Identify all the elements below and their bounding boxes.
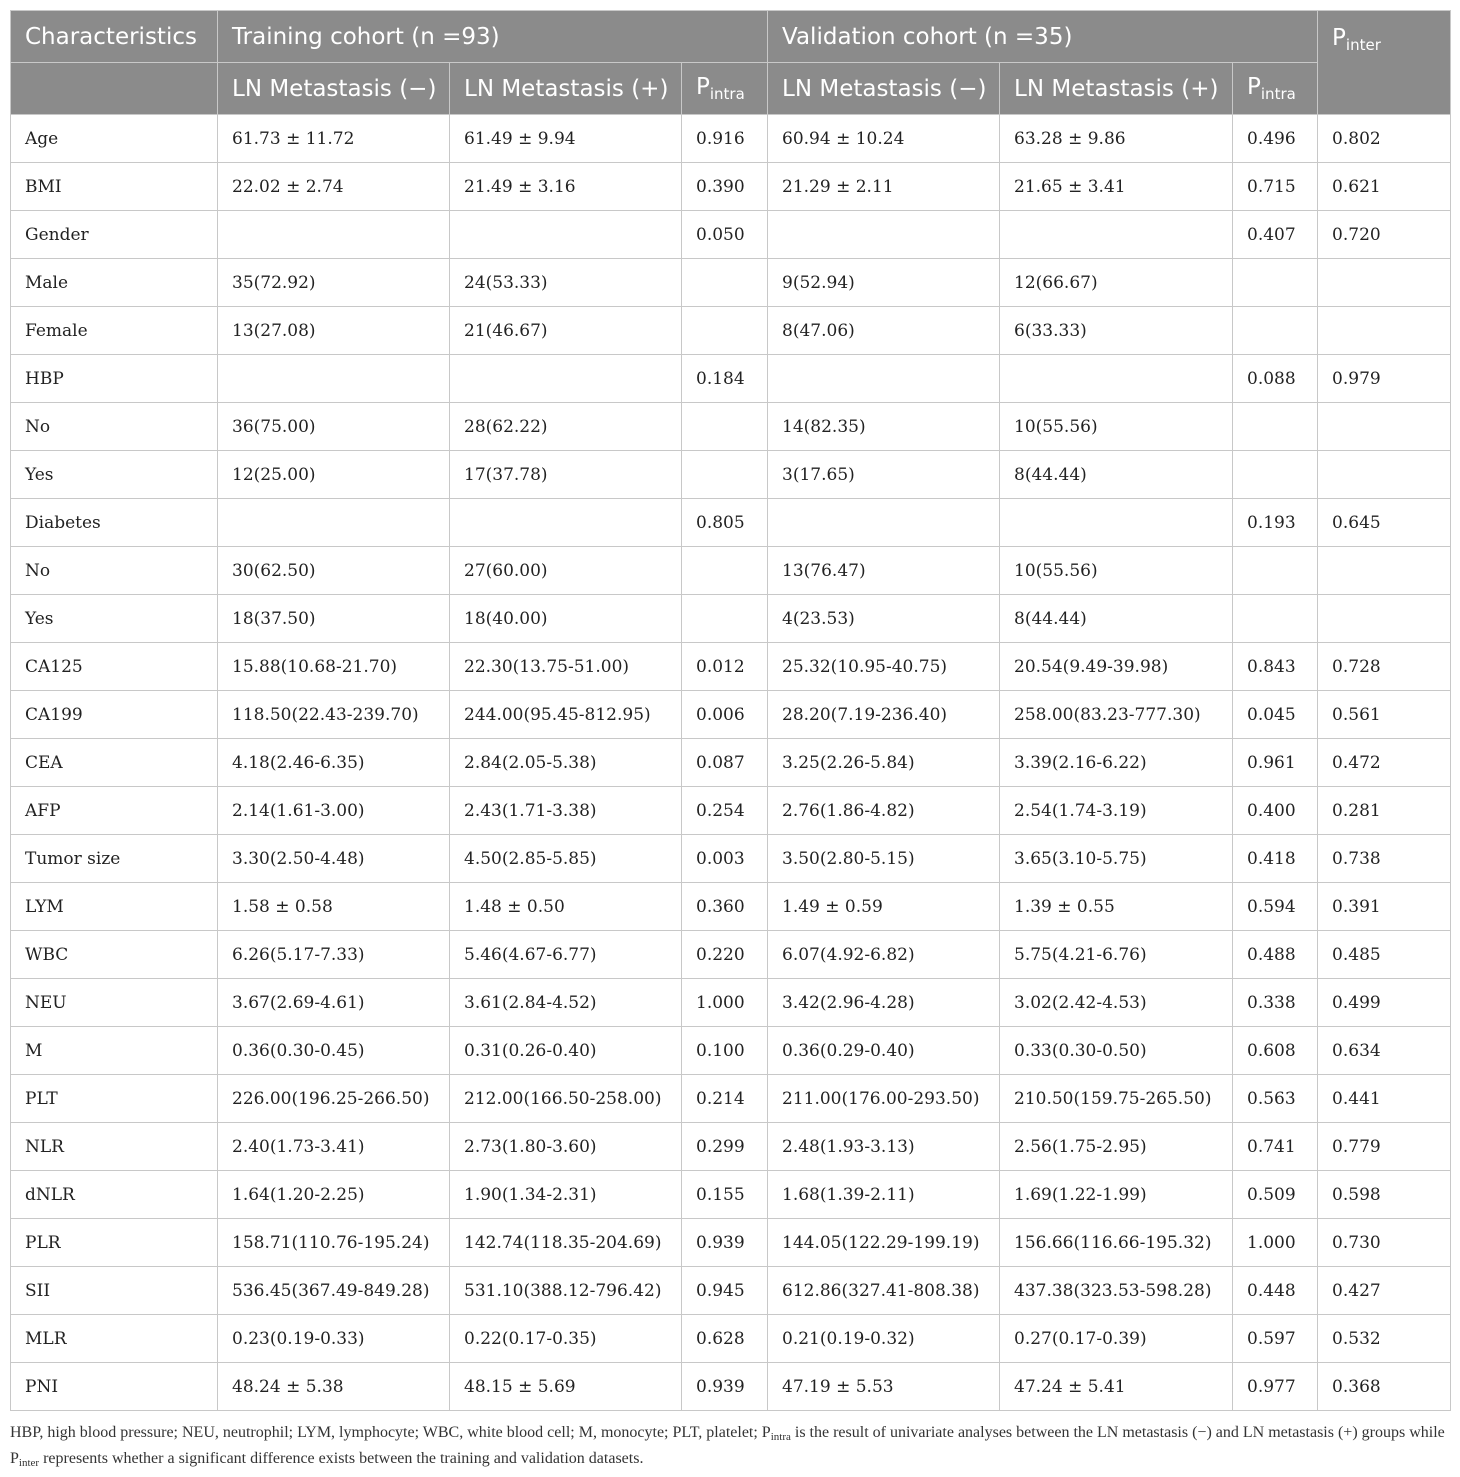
cell-val-p-intra: 0.193	[1233, 499, 1318, 547]
cell-val-p-intra: 0.045	[1233, 691, 1318, 739]
cell-train-ln-positive: 2.43(1.71-3.38)	[450, 787, 682, 835]
table-footnote	[10, 1422, 1450, 1474]
cell-val-ln-negative: 21.29 ± 2.11	[768, 163, 1000, 211]
cell-characteristic: Female	[11, 307, 218, 355]
cell-p-inter: 0.532	[1318, 1315, 1451, 1363]
cell-train-ln-positive: 5.46(4.67-6.77)	[450, 931, 682, 979]
cell-val-ln-positive: 8(44.44)	[1000, 451, 1233, 499]
cell-val-p-intra: 0.496	[1233, 115, 1318, 163]
cell-train-ln-positive: 18(40.00)	[450, 595, 682, 643]
cell-train-ln-positive: 1.48 ± 0.50	[450, 883, 682, 931]
cell-val-p-intra: 0.563	[1233, 1075, 1318, 1123]
footnote-text-1: HBP, high blood pressure; NEU, neutrophil; LYM, lymphocyte; WBC, white blood cell; M, monocyte; PLT, platelet; P	[10, 1424, 771, 1441]
cell-train-ln-negative: 1.64(1.20-2.25)	[218, 1171, 450, 1219]
cell-val-ln-positive: 0.33(0.30-0.50)	[1000, 1027, 1233, 1075]
cell-train-p-intra	[682, 403, 768, 451]
table-row	[11, 499, 1451, 547]
cell-p-inter: 0.472	[1318, 739, 1451, 787]
cell-val-ln-positive: 21.65 ± 3.41	[1000, 163, 1233, 211]
table-row	[11, 211, 1451, 259]
cell-characteristic: Yes	[11, 595, 218, 643]
table-row	[11, 979, 1451, 1027]
cell-p-inter: 0.598	[1318, 1171, 1451, 1219]
table-row	[11, 835, 1451, 883]
cell-characteristic: Male	[11, 259, 218, 307]
cell-val-p-intra: 0.843	[1233, 643, 1318, 691]
footnote-sub-intra: intra	[770, 1431, 791, 1443]
cell-p-inter: 0.645	[1318, 499, 1451, 547]
cell-val-p-intra: 0.418	[1233, 835, 1318, 883]
table-row	[11, 739, 1451, 787]
cell-val-p-intra: 0.488	[1233, 931, 1318, 979]
cell-val-ln-negative: 14(82.35)	[768, 403, 1000, 451]
cell-p-inter: 0.441	[1318, 1075, 1451, 1123]
cell-train-ln-positive: 61.49 ± 9.94	[450, 115, 682, 163]
cell-val-ln-positive: 47.24 ± 5.41	[1000, 1363, 1233, 1411]
cell-characteristic: Gender	[11, 211, 218, 259]
cell-train-p-intra: 0.628	[682, 1315, 768, 1363]
cell-train-ln-negative: 61.73 ± 11.72	[218, 115, 450, 163]
cell-val-ln-positive: 6(33.33)	[1000, 307, 1233, 355]
cell-train-ln-positive	[450, 499, 682, 547]
cell-p-inter: 0.738	[1318, 835, 1451, 883]
cell-characteristic: No	[11, 403, 218, 451]
cell-train-ln-negative: 0.23(0.19-0.33)	[218, 1315, 450, 1363]
cell-val-p-intra	[1233, 259, 1318, 307]
cell-train-ln-positive: 4.50(2.85-5.85)	[450, 835, 682, 883]
cell-val-p-intra: 0.608	[1233, 1027, 1318, 1075]
cell-train-ln-negative: 22.02 ± 2.74	[218, 163, 450, 211]
characteristics-table	[10, 10, 1451, 1411]
cell-val-ln-negative: 211.00(176.00-293.50)	[768, 1075, 1000, 1123]
cell-val-ln-negative: 4(23.53)	[768, 595, 1000, 643]
cell-val-ln-positive: 258.00(83.23-777.30)	[1000, 691, 1233, 739]
cell-train-p-intra: 0.184	[682, 355, 768, 403]
header-empty-cell	[11, 63, 218, 115]
cell-train-ln-positive: 21(46.67)	[450, 307, 682, 355]
cell-characteristic: M	[11, 1027, 218, 1075]
cell-train-ln-negative: 2.40(1.73-3.41)	[218, 1123, 450, 1171]
cell-val-ln-positive: 12(66.67)	[1000, 259, 1233, 307]
table-row	[11, 1315, 1451, 1363]
cell-train-p-intra: 0.220	[682, 931, 768, 979]
cell-train-ln-negative	[218, 211, 450, 259]
cell-train-ln-positive: 22.30(13.75-51.00)	[450, 643, 682, 691]
cell-p-inter	[1318, 307, 1451, 355]
cell-val-p-intra: 0.961	[1233, 739, 1318, 787]
cell-val-ln-negative: 3.42(2.96-4.28)	[768, 979, 1000, 1027]
table-row	[11, 307, 1451, 355]
cell-train-ln-negative: 0.36(0.30-0.45)	[218, 1027, 450, 1075]
cell-characteristic: PNI	[11, 1363, 218, 1411]
cell-train-ln-negative: 18(37.50)	[218, 595, 450, 643]
cell-val-p-intra	[1233, 403, 1318, 451]
cell-characteristic: PLT	[11, 1075, 218, 1123]
header-train-ln-positive: LN Metastasis (+)	[450, 63, 682, 115]
cell-characteristic: CA199	[11, 691, 218, 739]
cell-train-ln-positive	[450, 355, 682, 403]
cell-val-p-intra: 0.400	[1233, 787, 1318, 835]
header-p-inter: $P_{inter}$	[1318, 11, 1451, 115]
table-row	[11, 883, 1451, 931]
cell-val-ln-positive: 63.28 ± 9.86	[1000, 115, 1233, 163]
cell-train-ln-negative: 6.26(5.17-7.33)	[218, 931, 450, 979]
cell-p-inter: 0.391	[1318, 883, 1451, 931]
cell-val-ln-negative: 47.19 ± 5.53	[768, 1363, 1000, 1411]
cell-train-ln-negative: 158.71(110.76-195.24)	[218, 1219, 450, 1267]
cell-val-ln-negative: 0.21(0.19-0.32)	[768, 1315, 1000, 1363]
cell-val-ln-negative: 144.05(122.29-199.19)	[768, 1219, 1000, 1267]
cell-characteristic: No	[11, 547, 218, 595]
cell-train-ln-positive: 3.61(2.84-4.52)	[450, 979, 682, 1027]
footnote-sub-inter: inter	[18, 1457, 40, 1469]
table-row	[11, 1219, 1451, 1267]
cell-val-ln-negative: 9(52.94)	[768, 259, 1000, 307]
cell-p-inter: 0.427	[1318, 1267, 1451, 1315]
cell-train-ln-negative: 35(72.92)	[218, 259, 450, 307]
cell-val-ln-negative: 2.48(1.93-3.13)	[768, 1123, 1000, 1171]
cell-characteristic: WBC	[11, 931, 218, 979]
table-row	[11, 1075, 1451, 1123]
cell-characteristic: Yes	[11, 451, 218, 499]
cell-train-ln-negative: 48.24 ± 5.38	[218, 1363, 450, 1411]
cell-p-inter: 0.802	[1318, 115, 1451, 163]
cell-val-p-intra: 0.509	[1233, 1171, 1318, 1219]
cell-val-ln-negative	[768, 499, 1000, 547]
cell-train-ln-negative: 2.14(1.61-3.00)	[218, 787, 450, 835]
header-validation-cohort: Validation cohort (n =35)	[768, 11, 1318, 63]
cell-train-p-intra	[682, 547, 768, 595]
cell-val-ln-negative: 3.50(2.80-5.15)	[768, 835, 1000, 883]
cell-val-ln-negative: 8(47.06)	[768, 307, 1000, 355]
cell-train-p-intra: 0.214	[682, 1075, 768, 1123]
cell-train-ln-positive: 0.31(0.26-0.40)	[450, 1027, 682, 1075]
cell-p-inter: 0.561	[1318, 691, 1451, 739]
cell-val-p-intra: 0.597	[1233, 1315, 1318, 1363]
header-training-cohort: Training cohort (n =93)	[218, 11, 768, 63]
cell-train-p-intra: 0.945	[682, 1267, 768, 1315]
cell-characteristic: SII	[11, 1267, 218, 1315]
cell-train-ln-negative: 536.45(367.49-849.28)	[218, 1267, 450, 1315]
cell-p-inter: 0.499	[1318, 979, 1451, 1027]
header-val-p-intra: $P_{intra}$	[1233, 63, 1318, 115]
cell-p-inter: 0.779	[1318, 1123, 1451, 1171]
table-row	[11, 1171, 1451, 1219]
cell-val-ln-negative: 3(17.65)	[768, 451, 1000, 499]
cell-train-p-intra: 0.155	[682, 1171, 768, 1219]
table-row	[11, 355, 1451, 403]
cell-val-ln-negative: 2.76(1.86-4.82)	[768, 787, 1000, 835]
cell-train-p-intra: 0.100	[682, 1027, 768, 1075]
header-val-ln-negative: LN Metastasis (−)	[768, 63, 1000, 115]
cell-train-p-intra: 0.390	[682, 163, 768, 211]
cell-train-ln-positive: 0.22(0.17-0.35)	[450, 1315, 682, 1363]
cell-train-p-intra	[682, 259, 768, 307]
cell-val-p-intra: 0.448	[1233, 1267, 1318, 1315]
cell-train-ln-positive: 1.90(1.34-2.31)	[450, 1171, 682, 1219]
table-row	[11, 1267, 1451, 1315]
cell-p-inter: 0.485	[1318, 931, 1451, 979]
cell-train-p-intra: 0.916	[682, 115, 768, 163]
cell-train-ln-positive: 17(37.78)	[450, 451, 682, 499]
cell-train-ln-positive: 21.49 ± 3.16	[450, 163, 682, 211]
cell-characteristic: BMI	[11, 163, 218, 211]
cell-train-ln-negative: 36(75.00)	[218, 403, 450, 451]
cell-p-inter: 0.634	[1318, 1027, 1451, 1075]
table-body	[11, 115, 1451, 1411]
cell-train-p-intra: 0.003	[682, 835, 768, 883]
cell-val-p-intra	[1233, 547, 1318, 595]
header-row-1	[11, 11, 1451, 63]
cell-p-inter: 0.281	[1318, 787, 1451, 835]
cell-train-ln-positive	[450, 211, 682, 259]
cell-train-ln-negative: 118.50(22.43-239.70)	[218, 691, 450, 739]
cell-val-ln-negative: 0.36(0.29-0.40)	[768, 1027, 1000, 1075]
cell-val-ln-positive: 10(55.56)	[1000, 547, 1233, 595]
cell-train-ln-positive: 531.10(388.12-796.42)	[450, 1267, 682, 1315]
table-row	[11, 163, 1451, 211]
cell-p-inter: 0.728	[1318, 643, 1451, 691]
cell-train-p-intra: 0.360	[682, 883, 768, 931]
cell-val-ln-negative: 25.32(10.95-40.75)	[768, 643, 1000, 691]
cell-characteristic: PLR	[11, 1219, 218, 1267]
cell-characteristic: Tumor size	[11, 835, 218, 883]
cell-val-ln-positive: 2.56(1.75-2.95)	[1000, 1123, 1233, 1171]
header-train-ln-negative: LN Metastasis (−)	[218, 63, 450, 115]
table-row	[11, 451, 1451, 499]
footnote-text-3: represents whether a significant difference exists between the training and validation datasets.	[39, 1450, 644, 1467]
cell-train-ln-positive: 142.74(118.35-204.69)	[450, 1219, 682, 1267]
cell-train-p-intra	[682, 451, 768, 499]
cell-val-p-intra: 0.088	[1233, 355, 1318, 403]
cell-train-p-intra: 0.805	[682, 499, 768, 547]
cell-train-ln-positive: 24(53.33)	[450, 259, 682, 307]
cell-characteristic: CEA	[11, 739, 218, 787]
cell-val-p-intra: 0.594	[1233, 883, 1318, 931]
cell-val-ln-negative: 612.86(327.41-808.38)	[768, 1267, 1000, 1315]
cell-characteristic: Age	[11, 115, 218, 163]
cell-val-p-intra: 1.000	[1233, 1219, 1318, 1267]
cell-val-ln-positive: 2.54(1.74-3.19)	[1000, 787, 1233, 835]
cell-train-ln-positive: 2.84(2.05-5.38)	[450, 739, 682, 787]
cell-train-ln-positive: 244.00(95.45-812.95)	[450, 691, 682, 739]
cell-train-p-intra	[682, 307, 768, 355]
cell-train-p-intra: 0.050	[682, 211, 768, 259]
cell-characteristic: NLR	[11, 1123, 218, 1171]
table-row	[11, 931, 1451, 979]
cell-val-ln-negative	[768, 211, 1000, 259]
cell-val-ln-positive: 10(55.56)	[1000, 403, 1233, 451]
cell-train-ln-negative: 30(62.50)	[218, 547, 450, 595]
table-row	[11, 259, 1451, 307]
cell-val-ln-positive	[1000, 499, 1233, 547]
cell-val-p-intra	[1233, 307, 1318, 355]
cell-characteristic: CA125	[11, 643, 218, 691]
cell-val-ln-positive: 3.02(2.42-4.53)	[1000, 979, 1233, 1027]
cell-p-inter	[1318, 595, 1451, 643]
cell-train-p-intra	[682, 595, 768, 643]
cell-train-ln-negative: 1.58 ± 0.58	[218, 883, 450, 931]
cell-characteristic: HBP	[11, 355, 218, 403]
cell-val-p-intra	[1233, 451, 1318, 499]
table-row	[11, 115, 1451, 163]
table-row	[11, 1027, 1451, 1075]
cell-train-p-intra: 0.012	[682, 643, 768, 691]
cell-train-p-intra: 0.087	[682, 739, 768, 787]
cell-val-p-intra: 0.407	[1233, 211, 1318, 259]
cell-characteristic: AFP	[11, 787, 218, 835]
cell-val-p-intra: 0.977	[1233, 1363, 1318, 1411]
table-row	[11, 547, 1451, 595]
cell-train-p-intra: 1.000	[682, 979, 768, 1027]
cell-train-ln-negative: 12(25.00)	[218, 451, 450, 499]
cell-train-ln-negative: 13(27.08)	[218, 307, 450, 355]
cell-p-inter: 0.720	[1318, 211, 1451, 259]
cell-train-p-intra: 0.939	[682, 1219, 768, 1267]
cell-val-ln-positive: 8(44.44)	[1000, 595, 1233, 643]
table-row	[11, 691, 1451, 739]
cell-val-ln-positive	[1000, 211, 1233, 259]
cell-p-inter	[1318, 403, 1451, 451]
header-row-2	[11, 63, 1451, 115]
cell-characteristic: NEU	[11, 979, 218, 1027]
cell-val-ln-positive: 5.75(4.21-6.76)	[1000, 931, 1233, 979]
cell-p-inter: 0.368	[1318, 1363, 1451, 1411]
cell-val-ln-negative: 28.20(7.19-236.40)	[768, 691, 1000, 739]
cell-p-inter: 0.730	[1318, 1219, 1451, 1267]
cell-val-ln-negative: 1.49 ± 0.59	[768, 883, 1000, 931]
cell-val-ln-negative: 13(76.47)	[768, 547, 1000, 595]
cell-train-ln-negative: 226.00(196.25-266.50)	[218, 1075, 450, 1123]
header-train-p-intra: $P_{intra}$	[682, 63, 768, 115]
cell-val-ln-positive	[1000, 355, 1233, 403]
cell-characteristic: Diabetes	[11, 499, 218, 547]
cell-val-ln-positive: 437.38(323.53-598.28)	[1000, 1267, 1233, 1315]
cell-characteristic: dNLR	[11, 1171, 218, 1219]
cell-val-ln-positive: 1.69(1.22-1.99)	[1000, 1171, 1233, 1219]
table-row	[11, 403, 1451, 451]
cell-val-p-intra: 0.741	[1233, 1123, 1318, 1171]
cell-val-ln-negative: 1.68(1.39-2.11)	[768, 1171, 1000, 1219]
cell-val-ln-positive: 156.66(116.66-195.32)	[1000, 1219, 1233, 1267]
cell-train-p-intra: 0.939	[682, 1363, 768, 1411]
cell-p-inter	[1318, 259, 1451, 307]
cell-val-ln-positive: 20.54(9.49-39.98)	[1000, 643, 1233, 691]
footnote-text-2: is the result of univariate analyses between the LN metastasis (−) and LN metastasis (+) groups while P	[10, 1424, 1445, 1467]
cell-val-ln-positive: 3.65(3.10-5.75)	[1000, 835, 1233, 883]
cell-train-p-intra: 0.254	[682, 787, 768, 835]
table-row	[11, 595, 1451, 643]
cell-characteristic: MLR	[11, 1315, 218, 1363]
cell-val-ln-positive: 210.50(159.75-265.50)	[1000, 1075, 1233, 1123]
cell-val-ln-positive: 1.39 ± 0.55	[1000, 883, 1233, 931]
cell-val-p-intra: 0.338	[1233, 979, 1318, 1027]
cell-train-p-intra: 0.299	[682, 1123, 768, 1171]
cell-characteristic: LYM	[11, 883, 218, 931]
table-row	[11, 787, 1451, 835]
table-container	[10, 10, 1450, 1411]
header-val-ln-positive: LN Metastasis (+)	[1000, 63, 1233, 115]
cell-train-ln-negative: 3.67(2.69-4.61)	[218, 979, 450, 1027]
cell-val-ln-positive: 3.39(2.16-6.22)	[1000, 739, 1233, 787]
cell-val-ln-negative: 3.25(2.26-5.84)	[768, 739, 1000, 787]
cell-train-ln-positive: 28(62.22)	[450, 403, 682, 451]
cell-train-ln-negative: 15.88(10.68-21.70)	[218, 643, 450, 691]
cell-train-ln-positive: 48.15 ± 5.69	[450, 1363, 682, 1411]
cell-val-p-intra	[1233, 595, 1318, 643]
cell-p-inter	[1318, 451, 1451, 499]
cell-train-ln-negative	[218, 499, 450, 547]
cell-train-ln-negative: 3.30(2.50-4.48)	[218, 835, 450, 883]
cell-train-ln-positive: 27(60.00)	[450, 547, 682, 595]
cell-train-ln-negative: 4.18(2.46-6.35)	[218, 739, 450, 787]
cell-val-ln-negative: 60.94 ± 10.24	[768, 115, 1000, 163]
cell-val-p-intra: 0.715	[1233, 163, 1318, 211]
cell-train-ln-positive: 212.00(166.50-258.00)	[450, 1075, 682, 1123]
cell-val-ln-negative: 6.07(4.92-6.82)	[768, 931, 1000, 979]
cell-p-inter: 0.979	[1318, 355, 1451, 403]
table-row	[11, 1123, 1451, 1171]
cell-train-ln-negative	[218, 355, 450, 403]
cell-train-p-intra: 0.006	[682, 691, 768, 739]
table-row	[11, 643, 1451, 691]
cell-val-ln-negative	[768, 355, 1000, 403]
cell-val-ln-positive: 0.27(0.17-0.39)	[1000, 1315, 1233, 1363]
cell-train-ln-positive: 2.73(1.80-3.60)	[450, 1123, 682, 1171]
header-characteristics: Characteristics	[11, 11, 218, 63]
table-row	[11, 1363, 1451, 1411]
cell-p-inter	[1318, 547, 1451, 595]
cell-p-inter: 0.621	[1318, 163, 1451, 211]
